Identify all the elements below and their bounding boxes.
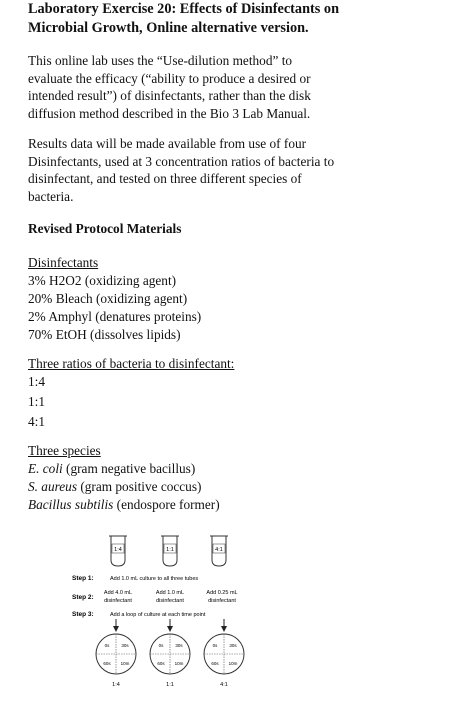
tube-label: 4:1 (215, 547, 223, 553)
quadrant-label: 0s (212, 643, 218, 648)
list-item (28, 496, 220, 514)
step2-col3-line1: Add 0.25 mL (206, 590, 238, 596)
step2-col2-line1: Add 1.0 mL (155, 590, 185, 596)
document-title (28, 0, 428, 38)
list-item (28, 478, 220, 496)
disinfectants-section (28, 254, 201, 344)
list-item: 1:4 (28, 374, 45, 389)
quadrant-label: 10m (174, 661, 184, 666)
list-item: 3% H2O2 (oxidizing agent) (28, 273, 177, 288)
ratios-section (28, 355, 234, 431)
results-line: Disinfectants, used at 3 concentration ratios of bacteria to (28, 153, 335, 169)
step2-col1-line2: disinfectant (104, 598, 132, 604)
tube-1 (109, 536, 127, 566)
results-line: Results data will be made available from use of four (28, 136, 307, 151)
disinfectants-heading: Disinfectants (28, 255, 99, 270)
plate-label: 1:4 (112, 682, 120, 688)
step2-col3-line2: disinfectant (208, 598, 236, 604)
list-item: 70% EtOH (dissolves lipids) (28, 327, 181, 342)
quadrant-label: 0s (158, 643, 164, 648)
intro-line: diffusion method described in the Bio 3 Lab Manual. (28, 105, 311, 121)
step3-text: Add a loop of culture at each time point (110, 612, 206, 618)
step1-text: Add 1.0 mL culture to all three tubes (110, 576, 199, 582)
tube-label: 1:1 (166, 547, 174, 553)
tube-2 (161, 536, 179, 566)
tube-3 (210, 536, 228, 566)
intro-line: intended result”) of disinfectants, rather than the disk (28, 88, 311, 103)
step1-label: Step 1: (72, 575, 94, 582)
protocol-diagram (70, 530, 310, 700)
step2-col1-line1: Add 4.0 mL (103, 590, 133, 596)
quadrant-label: 30s (229, 643, 237, 648)
species-name: E. coli (28, 461, 63, 476)
plate-label: 1:1 (166, 682, 174, 688)
quadrant-label: 30s (175, 643, 183, 648)
quadrant-label: 0s (104, 643, 110, 648)
protocol-diagram-svg (70, 530, 310, 700)
tube-label: 1:4 (114, 547, 122, 553)
results-paragraph (28, 135, 428, 205)
step3-label: Step 3: (72, 611, 94, 618)
species-desc: (gram negative bacillus) (62, 461, 196, 476)
list-item (28, 460, 220, 478)
quadrant-label: 30s (121, 643, 129, 648)
species-heading: Three species (28, 443, 101, 458)
species-name: Bacillus subtilis (28, 497, 114, 512)
title-line-1: Laboratory Exercise 20: Effects of Disinfectants on (28, 1, 340, 17)
quadrant-label: 60s (103, 661, 111, 666)
title-line-2: Microbial Growth, Online alternative version. (28, 20, 309, 36)
species-desc: (gram positive coccus) (77, 479, 202, 494)
ratios-heading: Three ratios of bacteria to disinfectant: (28, 356, 235, 371)
petri-plate-1 (96, 634, 136, 674)
intro-line: This online lab uses the “Use-dilution method” to (28, 53, 293, 68)
results-line: disinfectant, and tested on three different species of (28, 171, 302, 186)
plate-label: 4:1 (220, 682, 228, 688)
results-line: bacteria. (28, 188, 74, 204)
list-item: 20% Bleach (oxidizing agent) (28, 291, 188, 306)
quadrant-label: 60s (211, 661, 219, 666)
list-item: 2% Amphyl (denatures proteins) (28, 309, 202, 324)
quadrant-label: 10m (228, 661, 238, 666)
intro-line: evaluate the efficacy (“ability to produce a desired or (28, 70, 311, 86)
petri-plate-2 (150, 634, 190, 674)
quadrant-label: 60s (157, 661, 165, 666)
step2-label: Step 2: (72, 594, 94, 601)
petri-plate-3 (204, 634, 244, 674)
list-item: 1:1 (28, 394, 45, 409)
step2-col2-line2: disinfectant (156, 598, 184, 604)
species-section (28, 442, 220, 514)
materials-heading: Revised Protocol Materials (28, 221, 182, 236)
species-name: S. aureus (28, 479, 77, 494)
quadrant-label: 10m (120, 661, 130, 666)
species-desc: (endospore former) (113, 497, 220, 512)
intro-paragraph (28, 52, 428, 122)
list-item: 4:1 (28, 414, 45, 429)
